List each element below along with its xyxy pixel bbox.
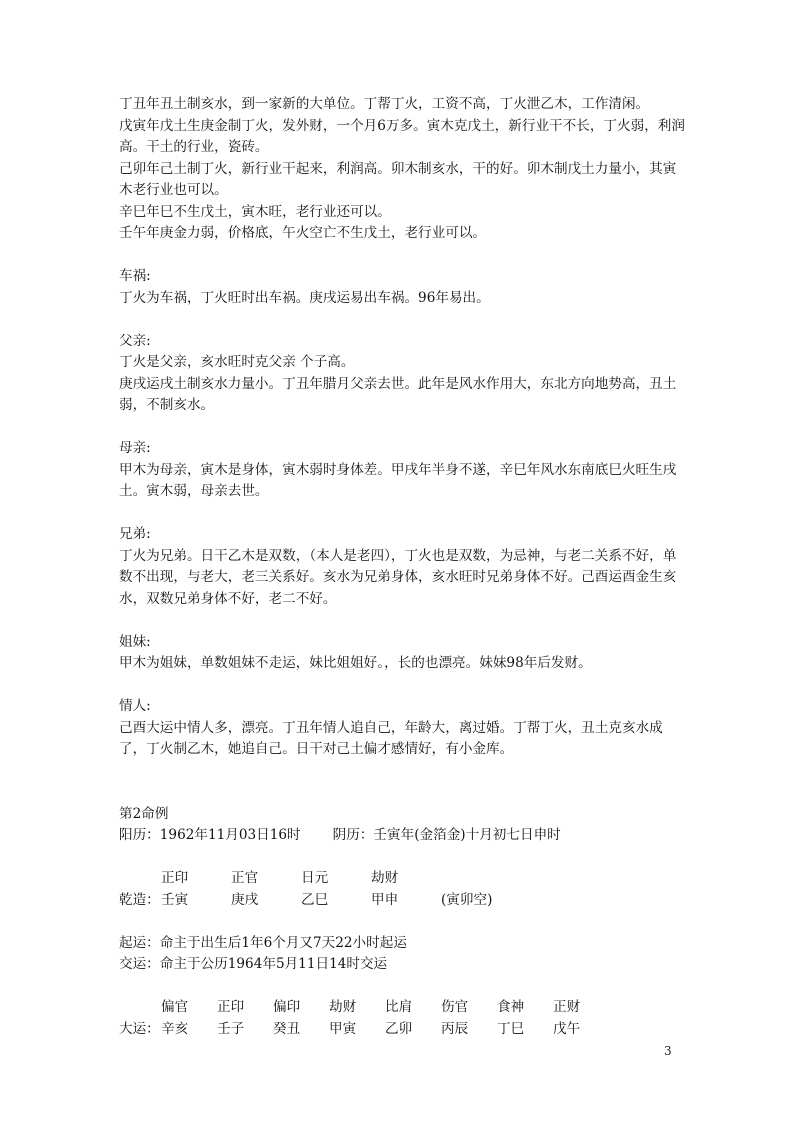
- pillar: 乙巳: [301, 891, 329, 908]
- luck-pillar: 乙卯: [385, 1020, 413, 1037]
- paragraph: 丁丑年丑土制亥水，到一家新的大单位。丁帮丁火，工资不高，丁火泄乙木，工作清闲。: [119, 96, 650, 112]
- pillar-gods-row: [119, 868, 689, 890]
- luck-pillar: 辛亥: [161, 1020, 189, 1037]
- solar-date: 阳历：1962年11月03日16时: [119, 827, 301, 843]
- luck-god: 正财: [553, 999, 581, 1015]
- luck-pillar: 癸丑: [273, 1020, 301, 1037]
- section-heading-brothers: 兄弟:: [119, 526, 151, 542]
- luck-god: 伤官: [441, 999, 469, 1015]
- paragraph: 丁火为兄弟。日干乙木是双数，（本人是老四），丁火也是双数，为忌神，与老二关系不好，单数不出现，与老大，老三关系好。亥水为兄弟身体，亥水旺时兄弟身体不好。己酉运酉金生亥水，双数兄弟身体不好，老二不好。: [119, 547, 677, 607]
- lunar-date: 阴历：壬寅年(金箔金)十月初七日申时: [332, 827, 561, 843]
- paragraph: 甲木为姐妹，单数姐妹不走运，妹比姐姐好。，长的也漂亮。妹妹98年后发财。: [119, 655, 592, 671]
- luck-god: 正印: [217, 999, 245, 1015]
- paragraph: 壬午年庚金力弱，价格底，午火空亡不生戊土，老行业可以。: [119, 225, 487, 241]
- pillars-row: [119, 890, 689, 912]
- luck-pillar: 丙辰: [441, 1020, 469, 1037]
- luck-pillars-row: [119, 1019, 689, 1041]
- section-heading-car-accident: 车祸:: [119, 268, 151, 284]
- luck-god: 偏官: [161, 999, 189, 1015]
- paragraph: 辛巳年巳不生戊土，寅木旺，老行业还可以。: [119, 203, 391, 220]
- section-heading-mother: 母亲:: [119, 440, 151, 456]
- page-number: 3: [664, 1044, 672, 1058]
- luck-god: 偏印: [273, 999, 301, 1015]
- pillar: 甲申: [371, 891, 399, 908]
- pillar-label: 乾造：: [119, 891, 160, 908]
- paragraph: 庚戌运戌土制亥水力量小。丁丑年腊月父亲去世。此年是风水作用大，东北方向地势高，丑土弱，不制亥水。: [119, 375, 677, 413]
- luck-god: 食神: [497, 999, 525, 1015]
- paragraph: 己卯年己土制丁火，新行业干起来，利润高。卯木制亥水，干的好。卯木制戊土力量小，其寅木老行业也可以。: [119, 160, 677, 198]
- paragraph: 己酉大运中情人多，漂亮。丁丑年情人追自己，年龄大，离过婚。丁帮丁火，丑土克亥水成了，丁火制乙木，她追自己。日干对己土偏才感情好，有小金库。: [119, 719, 663, 757]
- start-luck-line: 起运：命主于出生后1年6个月又7天22小时起运: [119, 934, 407, 951]
- pillar: 壬寅: [161, 891, 189, 908]
- pillar-god: 正官: [231, 870, 259, 886]
- paragraph: 戊寅年戊土生庚金制丁火，发外财，一个月6万多。寅木克戊土，新行业干不长，丁火弱，利润高。干土的行业，瓷砖。: [119, 117, 685, 155]
- pillar-god: 劫财: [371, 870, 399, 886]
- luck-god: 劫财: [329, 999, 357, 1015]
- section-heading-lovers: 情人:: [119, 698, 151, 714]
- hand-over-line: 交运：命主于公历1964年5月11日14时交运: [119, 956, 388, 972]
- luck-pillar: 丁巳: [497, 1020, 525, 1037]
- paragraph: 丁火是父亲，亥水旺时克父亲 个子高。: [119, 354, 355, 370]
- luck-gods-row: [119, 997, 689, 1019]
- pillar-god: 日元: [301, 870, 329, 886]
- luck-god: 比肩: [385, 999, 413, 1015]
- pillar: 庚戌: [231, 891, 259, 908]
- luck-pillar: 壬子: [217, 1020, 245, 1037]
- pillar-god: 正印: [161, 870, 189, 886]
- birth-date-row: [119, 825, 689, 847]
- paragraph: 甲木为母亲，寅木是身体，寅木弱时身体差。甲戌年半身不遂，辛巳年风水东南底巳火旺生戌土。寅木弱，母亲去世。: [119, 461, 677, 499]
- document-body: [119, 94, 689, 1040]
- section-heading-father: 父亲:: [119, 332, 151, 349]
- void-note: (寅卯空): [441, 891, 493, 908]
- paragraph: 丁火为车祸，丁火旺时出车祸。庚戌运易出车祸。96年易出。: [119, 289, 490, 306]
- luck-pillar: 戊午: [553, 1020, 581, 1037]
- luck-pillar: 甲寅: [329, 1020, 357, 1037]
- section-heading-sisters: 姐妹:: [119, 633, 151, 650]
- case-title: 第2命例: [119, 805, 169, 822]
- luck-label: 大运：: [119, 1020, 160, 1037]
